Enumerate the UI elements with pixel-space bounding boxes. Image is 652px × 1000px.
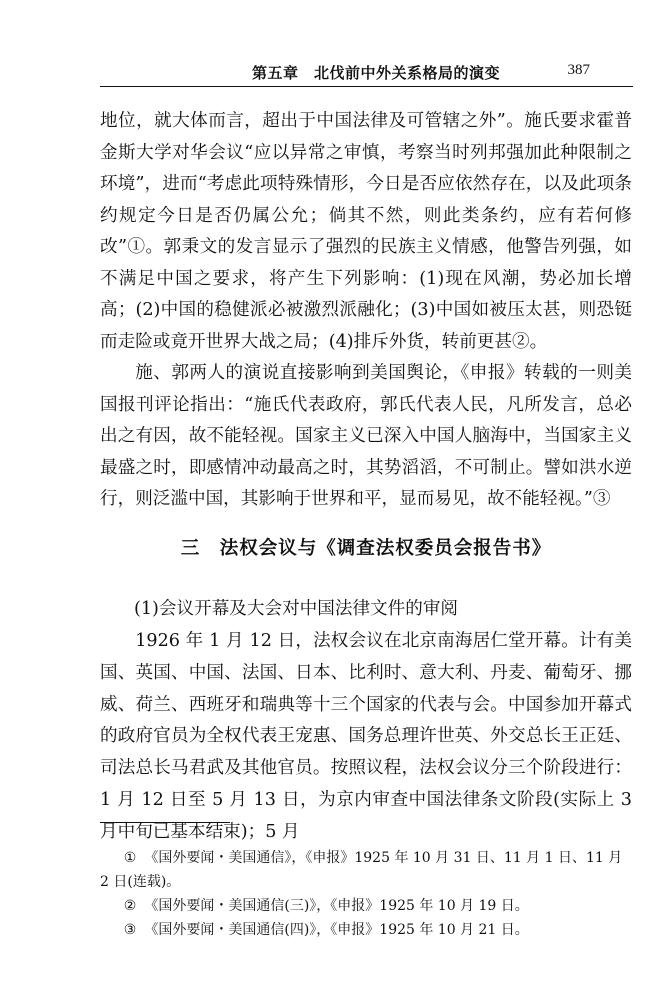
footnote (100, 846, 632, 894)
paragraph: 地位，就大体而言，超出于中国法律及可管辖之外”。施氏要求霍普金斯大学对华会议“应以异常之审慎，考察当时列邦强加此种限制之环境”，进而“考虑此项特殊情形，今日是否应依然存在，以及此项条约规定今日是否仍属公允；倘其不然，则此类条约，应有若何修改”①。郭秉文的发言显示了强烈的民族主义情感，他警告列强，如不满足中国之要求，将产生下列影响：(1)现在风潮，势必加长增高；(2)中国的稳健派必被激烈派融化；(3)中国如被压太甚，则恐铤而走险或竟开世界大战之局；(4)排斥外货，转前更甚②。 (100, 111, 632, 352)
footnote (100, 894, 632, 918)
section-heading: 三 法权会议与《调查法权委员会报告书》 (180, 538, 552, 559)
footnote-text: 《国外要闻・美国通信(四)》，《申报》1925 年 10 月 21 日。 (144, 922, 529, 938)
footnotes (100, 846, 632, 942)
chapter-title: 第五章 北伐前中外关系格局的演变 (252, 64, 501, 82)
running-header (100, 60, 590, 84)
body-text-top (100, 106, 632, 516)
footnote-mark: ③ (123, 922, 137, 938)
paragraph: 施、郭两人的演说直接影响到美国舆论，《申报》转载的一则美国报刊评论指出：“施氏代表政府，郭氏代表人民，凡所发言，总必出之有因，故不能轻视。国家主义已深入中国人脑海中，当国家主义最盛之时，即感情冲动最高之时，其势滔滔，不可制止。譬如洪水逆行，则泛滥中国，其影响于世界和平，显而易见，故不能轻视。”③ (100, 363, 632, 509)
footnote-mark: ② (123, 898, 137, 914)
body-text-bottom (100, 626, 632, 849)
page-number: 387 (567, 62, 590, 78)
footnote (100, 918, 632, 942)
footnote-rule (100, 822, 230, 823)
footnote-mark: ① (123, 850, 137, 866)
header-rule (100, 86, 633, 87)
paragraph: 1926 年 1 月 12 日，法权会议在北京南海居仁堂开幕。计有美国、英国、中国、法国、日本、比利时、意大利、丹麦、葡萄牙、挪威、荷兰、西班牙和瑞典等十三个国家的代表与会。中国参加开幕式的政府官员为全权代表王宠惠、国务总理许世英、外交总长王正廷、司法总长马君武及其他官员。按照议程，法权会议分三个阶段进行：1 月 12 日至 5 月 13 日，为京内审查中国法律条文阶段(实际上 3 月中旬已基本结束)；5 月 (100, 631, 632, 842)
subsection-heading: (1)会议开幕及大会对中国法律文件的审阅 (134, 599, 459, 619)
footnote-text: 《国外要闻・美国通信(三)》，《申报》1925 年 10 月 19 日。 (144, 898, 529, 914)
footnote-text: 《国外要闻・美国通信》，《申报》1925 年 10 月 31 日、11 月 1 日、11 月 2 日(连载)。 (100, 850, 623, 890)
